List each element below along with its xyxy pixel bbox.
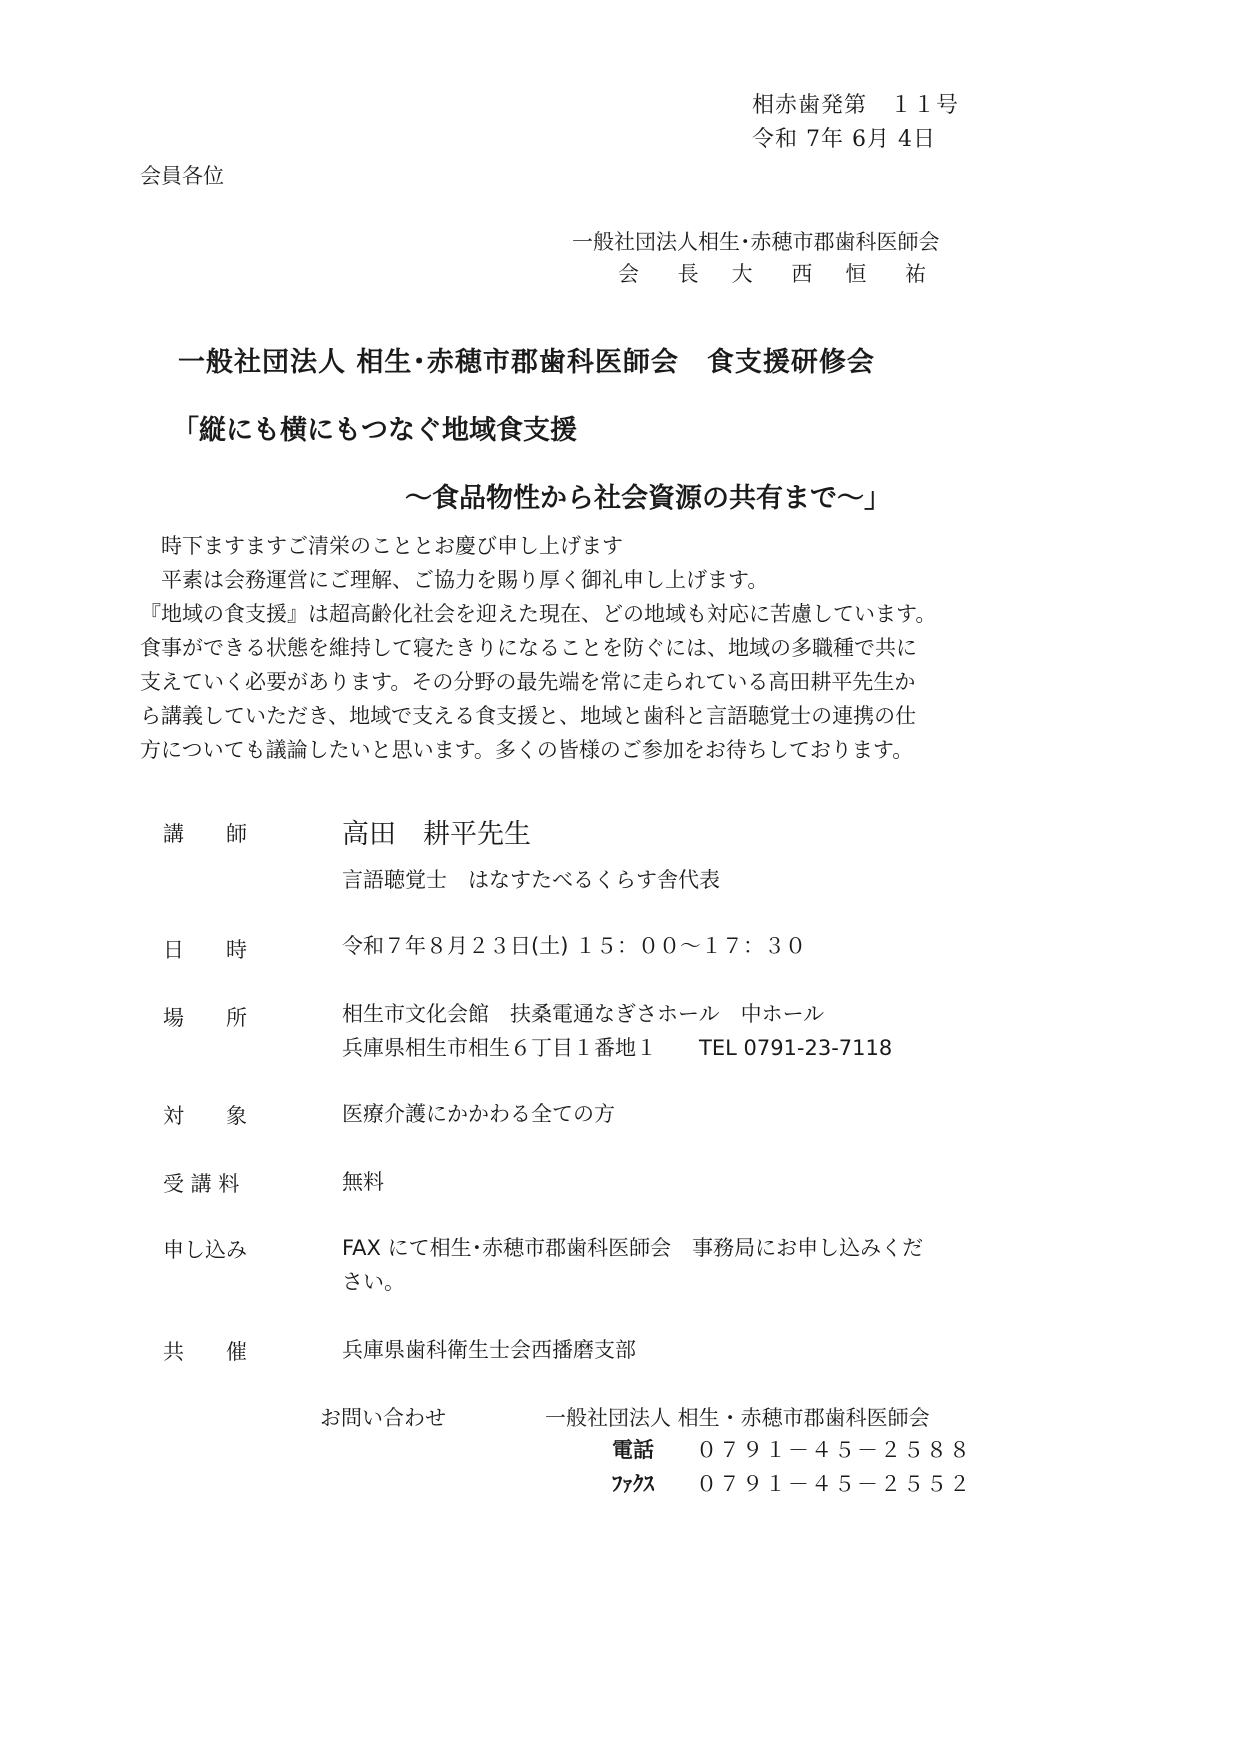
cohost-label: 共 催	[163, 1340, 247, 1364]
fee-value: 無料	[342, 1170, 384, 1194]
venue-line-2: 兵庫県相生市相生６丁目１番地１ TEL 0791-23-7118	[342, 1036, 893, 1060]
document-date: 令和 7年 6月 4日	[752, 127, 936, 152]
contact-label: お問い合わせ	[320, 1406, 446, 1430]
application-label: 申し込み	[163, 1238, 247, 1262]
body-line: 平素は会務運営にご理解、ご協力を賜り厚く御礼申し上げます。	[140, 568, 769, 592]
contact-phone: ０７９１－４５－２５８８	[696, 1438, 972, 1462]
target-value: 医療介護にかかわる全ての方	[342, 1102, 615, 1126]
application-line-2: さい。	[342, 1270, 405, 1294]
target-label: 対 象	[163, 1104, 247, 1128]
body-line: ら講義していただき、地域で支える食支援と、地域と歯科と言語聴覚士の連携の仕	[140, 704, 917, 728]
datetime-label: 日 時	[163, 938, 247, 962]
sender-organization: 一般社団法人相生･赤穂市郡歯科医師会	[572, 230, 940, 254]
venue-line-1: 相生市文化会館 扶桑電通なぎさホール 中ホール	[342, 1002, 825, 1026]
lecturer-name: 高田 耕平先生	[342, 819, 531, 850]
body-line: 方についても議論したいと思います。多くの皆様のご参加をお待ちしております。	[140, 738, 914, 762]
body-line: 『地域の食支援』は超高齢化社会を迎えた現在、どの地域も対応に苦慮しています。	[140, 602, 937, 626]
body-line: 支えていく必要があります。その分野の最先端を常に走られている高田耕平先生か	[140, 670, 916, 694]
lecturer-label: 講 師	[163, 822, 247, 846]
cohost-value: 兵庫県歯科衛生士会西播磨支部	[342, 1338, 636, 1362]
venue-label: 場 所	[163, 1006, 247, 1030]
contact-phone-label: 電話	[612, 1438, 654, 1462]
body-line: 食事ができる状態を維持して寝たきりになることを防ぐには、地域の多職種で共に	[140, 636, 917, 660]
recipient: 会員各位	[140, 164, 224, 188]
application-line-1: FAX にて相生･赤穂市郡歯科医師会 事務局にお申し込みくだ	[342, 1236, 924, 1260]
contact-fax-label: ﾌｧｸｽ	[612, 1472, 654, 1496]
lecturer-title: 言語聴覚士 はなすたべるくらす舎代表	[342, 868, 720, 892]
datetime-value: 令和７年８月２３日(土) １５：００～１７：３０	[342, 934, 807, 958]
contact-organization: 一般社団法人 相生・赤穂市郡歯科医師会	[545, 1406, 930, 1430]
main-heading: 一般社団法人 相生･赤穂市郡歯科医師会 食支援研修会	[178, 347, 875, 378]
fee-label: 受 講 料	[163, 1172, 240, 1196]
body-line: 時下ますますご清栄のこととお慶び申し上げます	[140, 534, 623, 558]
subheading-line-2: ～食品物性から社会資源の共有まで～」	[405, 483, 891, 514]
sender-person: 会 長 大 西 恒 祐	[618, 262, 933, 286]
subheading-line-1: 「縦にも横にもつなぐ地域食支援	[172, 415, 577, 446]
contact-fax: ０７９１－４５－２５５２	[696, 1472, 972, 1496]
document-number: 相赤歯発第 １１号	[752, 93, 960, 118]
